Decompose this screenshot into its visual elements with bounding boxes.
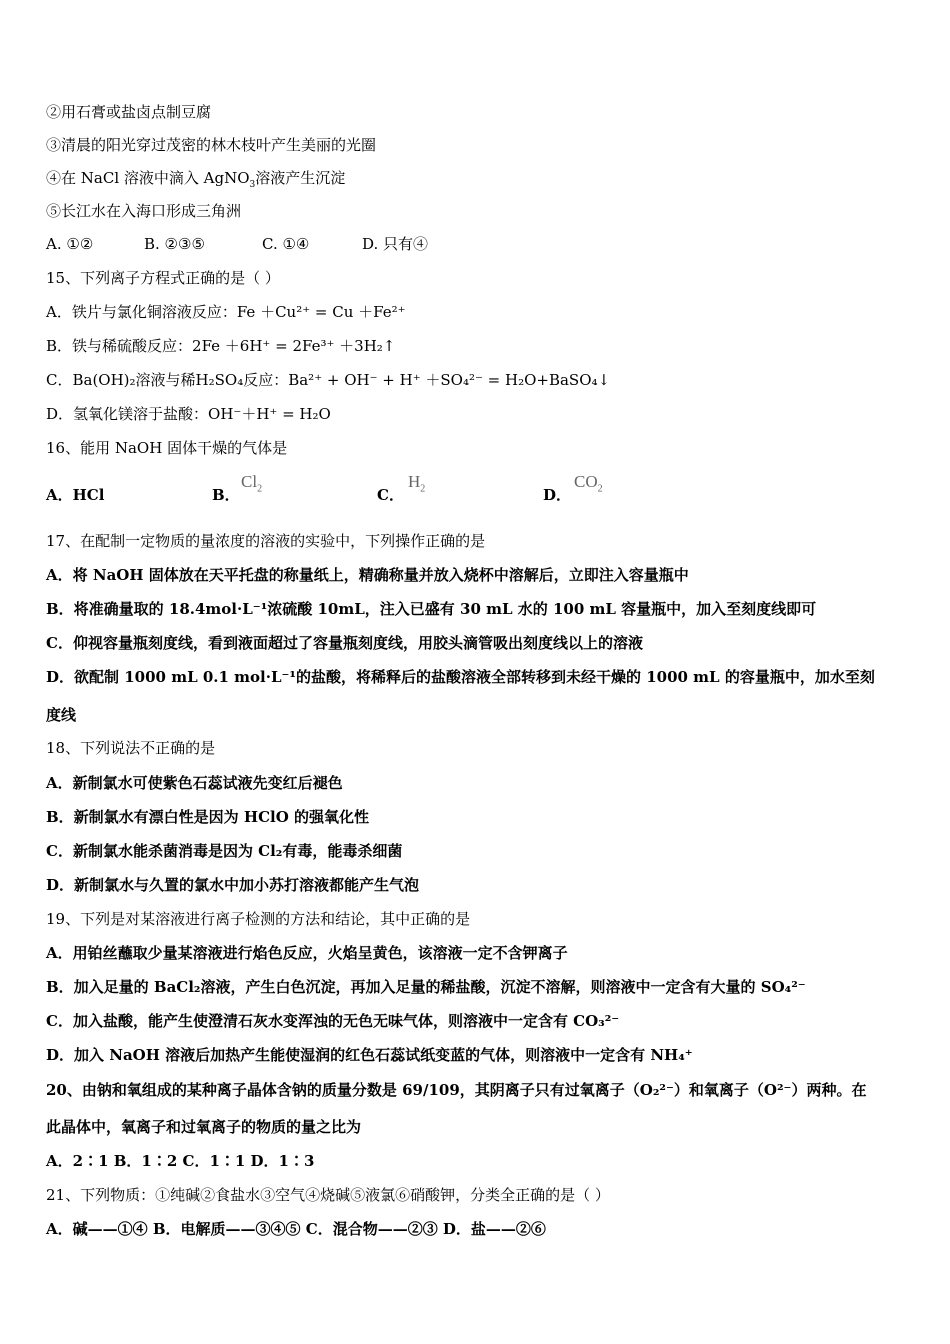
q16-option-b-gas: Cl (241, 472, 258, 491)
q14-option-d: D. 只有④ (362, 235, 429, 253)
q18-option-d: D．新制氯水与久置的氯水中加小苏打溶液都能产生气泡 (46, 876, 420, 894)
q19-option-a: A．用铂丝蘸取少量某溶液进行焰色反应，火焰呈黄色，该溶液一定不含钾离子 (46, 944, 568, 962)
q17-option-d-line1: D．欲配制 1000 mL 0.1 mol·L⁻¹的盐酸，将稀释后的盐酸溶液全部转移到未经干燥的 1000 mL 的容量瓶中，加水至刻 (46, 668, 875, 686)
q14-item-4-tail: 溶液产生沉淀 (255, 169, 346, 187)
q16-option-b-label: B． (212, 486, 240, 504)
q14-option-b: B. ②③⑤ (144, 235, 205, 253)
q19-option-b: B．加入足量的 BaCl₂溶液，产生白色沉淀，再加入足量的稀盐酸，沉淀不溶解，则溶液中一定含有大量的 SO₄²⁻ (46, 978, 806, 996)
q17-option-b: B．将准确量取的 18.4mol·L⁻¹浓硫酸 10mL，注入已盛有 30 mL 水的 100 mL 容量瓶中，加入至刻度线即可 (46, 600, 817, 618)
q14-option-c: C. ①④ (262, 235, 310, 253)
q16-option-b-formula (241, 472, 263, 495)
q15-option-a: A．铁片与氯化铜溶液反应：Fe ＋Cu²⁺ = Cu ＋Fe²⁺ (46, 303, 406, 321)
q14-option-a: A. ①② (46, 235, 94, 253)
q18-stem: 18、下列说法不正确的是 (46, 739, 216, 757)
q16-stem: 16、能用 NaOH 固体干燥的气体是 (46, 439, 288, 457)
q16-option-d-label: D． (543, 486, 572, 504)
q14-item-5: ⑤长江水在入海口形成三角洲 (46, 202, 242, 220)
q14-item-3: ③清晨的阳光穿过茂密的林木枝叶产生美丽的光圈 (46, 136, 377, 154)
q21-stem: 21、下列物质：①纯碱②食盐水③空气④烧碱⑤液氯⑥硝酸钾，分类全正确的是（ ） (46, 1186, 610, 1204)
q14-item-2: ②用石膏或盐卤点制豆腐 (46, 103, 212, 121)
q16-option-c-formula (408, 472, 426, 495)
q16-option-d-formula (574, 472, 603, 495)
q20-stem-line1: 20、由钠和氧组成的某种离子晶体含钠的质量分数是 69/109，其阴离子只有过氧离子（O₂²⁻）和氧离子（O²⁻）两种。在 (46, 1081, 867, 1099)
q16-option-d-sub: 2 (597, 483, 603, 495)
q19-option-c: C．加入盐酸，能产生使澄清石灰水变浑浊的无色无味气体，则溶液中一定含有 CO₃²⁻ (46, 1012, 620, 1030)
q18-option-c: C．新制氯水能杀菌消毒是因为 Cl₂有毒，能毒杀细菌 (46, 842, 403, 860)
q14-item-4-sub: 3 (249, 180, 256, 190)
q14-item-4 (46, 168, 345, 188)
q15-option-c: C．Ba(OH)₂溶液与稀H₂SO₄反应：Ba²⁺ + OH⁻ + H⁺ ＋SO₄²⁻ = H₂O+BaSO₄↓ (46, 371, 611, 389)
q16-option-a: A．HCl (46, 486, 105, 504)
q16-option-c-label: C． (377, 486, 404, 504)
q14-item-4-text: ④在 NaCl 溶液中滴入 AgNO (46, 169, 250, 187)
q15-option-b: B．铁与稀硫酸反应：2Fe ＋6H⁺ = 2Fe³⁺ ＋3H₂↑ (46, 337, 396, 355)
q19-stem: 19、下列是对某溶液进行离子检测的方法和结论，其中正确的是 (46, 910, 471, 928)
q21-options: A．碱——①④ B．电解质——③④⑤ C．混合物——②③ D．盐——②⑥ (46, 1220, 546, 1238)
q17-option-d-line2: 度线 (46, 706, 77, 724)
q17-stem: 17、在配制一定物质的量浓度的溶液的实验中，下列操作正确的是 (46, 532, 486, 550)
q15-option-d: D．氢氧化镁溶于盐酸：OH⁻＋H⁺ = H₂O (46, 405, 331, 423)
q17-option-a: A．将 NaOH 固体放在天平托盘的称量纸上，精确称量并放入烧杯中溶解后，立即注入容量瓶中 (46, 566, 689, 584)
q20-options: A．2∶1 B．1∶2 C．1∶1 D．1∶3 (46, 1152, 315, 1170)
q20-stem-line2: 此晶体中，氧离子和过氧离子的物质的量之比为 (46, 1118, 362, 1136)
q17-option-c: C．仰视容量瓶刻度线，看到液面超过了容量瓶刻度线，用胶头滴管吸出刻度线以上的溶液 (46, 634, 643, 652)
q18-option-b: B．新制氯水有漂白性是因为 HClO 的强氧化性 (46, 808, 369, 826)
q16-option-c-sub: 2 (420, 483, 426, 495)
q16-option-b-sub: 2 (257, 483, 263, 495)
q19-option-d: D．加入 NaOH 溶液后加热产生能使湿润的红色石蕊试纸变蓝的气体，则溶液中一定含有 NH₄⁺ (46, 1046, 693, 1064)
q15-stem: 15、下列离子方程式正确的是（ ） (46, 269, 280, 287)
q16-option-d-gas: CO (574, 472, 598, 491)
q16-option-c-gas: H (408, 472, 421, 491)
q18-option-a: A．新制氯水可使紫色石蕊试液先变红后褪色 (46, 774, 343, 792)
